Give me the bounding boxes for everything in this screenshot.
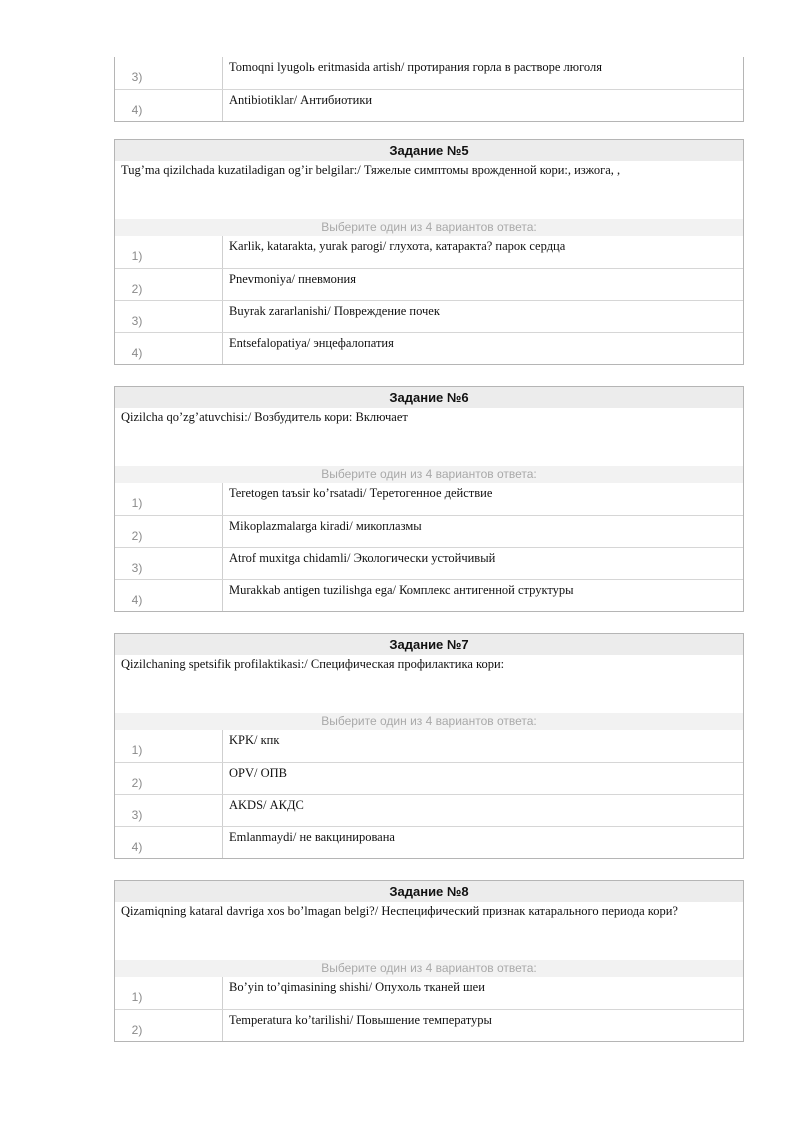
option-text: Pnevmoniya/ пневмония <box>229 272 356 286</box>
previous-task-fragment <box>114 57 744 122</box>
answer-option[interactable] <box>115 1009 743 1041</box>
option-number: 3) <box>131 314 143 328</box>
task-6-block <box>114 386 744 612</box>
task-title: Задание №7 <box>115 634 743 655</box>
option-text: Entsefalopatiya/ энцефалопатия <box>229 336 394 350</box>
divider <box>222 580 223 611</box>
option-text: OPV/ ОПВ <box>229 766 287 780</box>
divider <box>222 977 223 1009</box>
divider <box>222 827 223 858</box>
option-answer-cell[interactable] <box>159 90 222 121</box>
option-answer-cell[interactable] <box>159 580 222 611</box>
option-number: 3) <box>131 808 143 822</box>
option-text: Emlanmaydi/ не вакцинирована <box>229 830 395 844</box>
option-answer-cell[interactable] <box>159 57 222 89</box>
divider <box>222 1010 223 1041</box>
option-number: 3) <box>131 561 143 575</box>
task-title: Задание №5 <box>115 140 743 161</box>
divider <box>222 236 223 268</box>
option-answer-cell[interactable] <box>159 333 222 364</box>
answer-hint: Выберите один из 4 вариантов ответа: <box>115 713 743 730</box>
option-answer-cell[interactable] <box>159 483 222 515</box>
option-number: 3) <box>131 70 143 84</box>
question-text: Qizilcha qo’zg’atuvchisi:/ Возбудитель кори: Включает <box>121 410 408 424</box>
option-text: Mikoplazmalarga kiradi/ микоплазмы <box>229 519 422 533</box>
option-number: 1) <box>131 990 143 1004</box>
option-number: 1) <box>131 743 143 757</box>
task-7-block <box>114 633 744 859</box>
option-answer-cell[interactable] <box>159 795 222 826</box>
answer-hint: Выберите один из 4 вариантов ответа: <box>115 466 743 483</box>
option-text: KPK/ кпк <box>229 733 280 747</box>
option-number: 4) <box>131 346 143 360</box>
option-answer-cell[interactable] <box>159 236 222 268</box>
divider <box>222 483 223 515</box>
option-text: Atrof muxitga chidamli/ Экологически устойчивый <box>229 551 496 565</box>
option-answer-cell[interactable] <box>159 763 222 794</box>
answer-option[interactable] <box>115 579 743 611</box>
answer-option[interactable] <box>115 332 743 364</box>
option-answer-cell[interactable] <box>159 827 222 858</box>
option-text: AKDS/ АКДС <box>229 798 304 812</box>
answer-option[interactable] <box>115 794 743 826</box>
task-8-block <box>114 880 744 1042</box>
divider <box>222 57 223 89</box>
question-text: Tug’ma qizilchada kuzatiladigan og’ir belgilar:/ Тяжелые симптомы врожденной кори:, изжога, , <box>121 163 621 177</box>
option-number: 2) <box>131 282 143 296</box>
task-title: Задание №8 <box>115 881 743 902</box>
option-text: Bo’yin to’qimasining shishi/ Опухоль тканей шеи <box>229 980 485 994</box>
option-answer-cell[interactable] <box>159 548 222 579</box>
question-text: Qizamiqning kataral davriga xos bo’lmagan belgi?/ Неспецифический признак катарального периода кори? <box>121 904 678 918</box>
option-answer-cell[interactable] <box>159 269 222 300</box>
option-number: 2) <box>131 529 143 543</box>
option-number: 4) <box>131 103 143 117</box>
divider <box>222 516 223 547</box>
divider <box>222 333 223 364</box>
option-text: Murakkab antigen tuzilishga ega/ Комплекс антигенной структуры <box>229 583 574 597</box>
divider <box>222 90 223 121</box>
option-answer-cell[interactable] <box>159 301 222 332</box>
option-number: 4) <box>131 840 143 854</box>
option-text: Karlik, katarakta, yurak parogi/ глухота, катаракта? парок сердца <box>229 239 566 253</box>
answer-option[interactable] <box>115 89 743 121</box>
option-text: Antibiotiklar/ Антибиотики <box>229 93 373 107</box>
answer-option[interactable] <box>115 57 743 89</box>
option-number: 2) <box>131 1023 143 1037</box>
answer-option[interactable] <box>115 483 743 515</box>
answer-option[interactable] <box>115 730 743 762</box>
option-number: 1) <box>131 249 143 263</box>
answer-option[interactable] <box>115 547 743 579</box>
answer-hint: Выберите один из 4 вариантов ответа: <box>115 960 743 977</box>
option-answer-cell[interactable] <box>159 730 222 762</box>
answer-hint: Выберите один из 4 вариантов ответа: <box>115 219 743 236</box>
task-title: Задание №6 <box>115 387 743 408</box>
answer-option[interactable] <box>115 762 743 794</box>
option-text: Tomoqni lyugolь eritmasida artish/ протирания горла в растворе люголя <box>229 60 602 74</box>
option-answer-cell[interactable] <box>159 977 222 1009</box>
option-text: Teretogen taъsir ko’rsatadi/ Теретогенное действие <box>229 486 493 500</box>
divider <box>222 730 223 762</box>
option-text: Temperatura ko’tarilishi/ Повышение температуры <box>229 1013 492 1027</box>
option-answer-cell[interactable] <box>159 516 222 547</box>
task-5-block <box>114 139 744 365</box>
answer-option[interactable] <box>115 236 743 268</box>
answer-option[interactable] <box>115 268 743 300</box>
option-number: 1) <box>131 496 143 510</box>
option-answer-cell[interactable] <box>159 1010 222 1041</box>
divider <box>222 548 223 579</box>
divider <box>222 795 223 826</box>
option-number: 2) <box>131 776 143 790</box>
divider <box>222 269 223 300</box>
option-number: 4) <box>131 593 143 607</box>
divider <box>222 301 223 332</box>
option-text: Buyrak zararlanishi/ Повреждение почек <box>229 304 440 318</box>
answer-option[interactable] <box>115 977 743 1009</box>
divider <box>222 763 223 794</box>
answer-option[interactable] <box>115 826 743 858</box>
question-text: Qizilchaning spetsifik profilaktikasi:/ Специфическая профилактика кори: <box>121 657 505 671</box>
answer-option[interactable] <box>115 515 743 547</box>
answer-option[interactable] <box>115 300 743 332</box>
